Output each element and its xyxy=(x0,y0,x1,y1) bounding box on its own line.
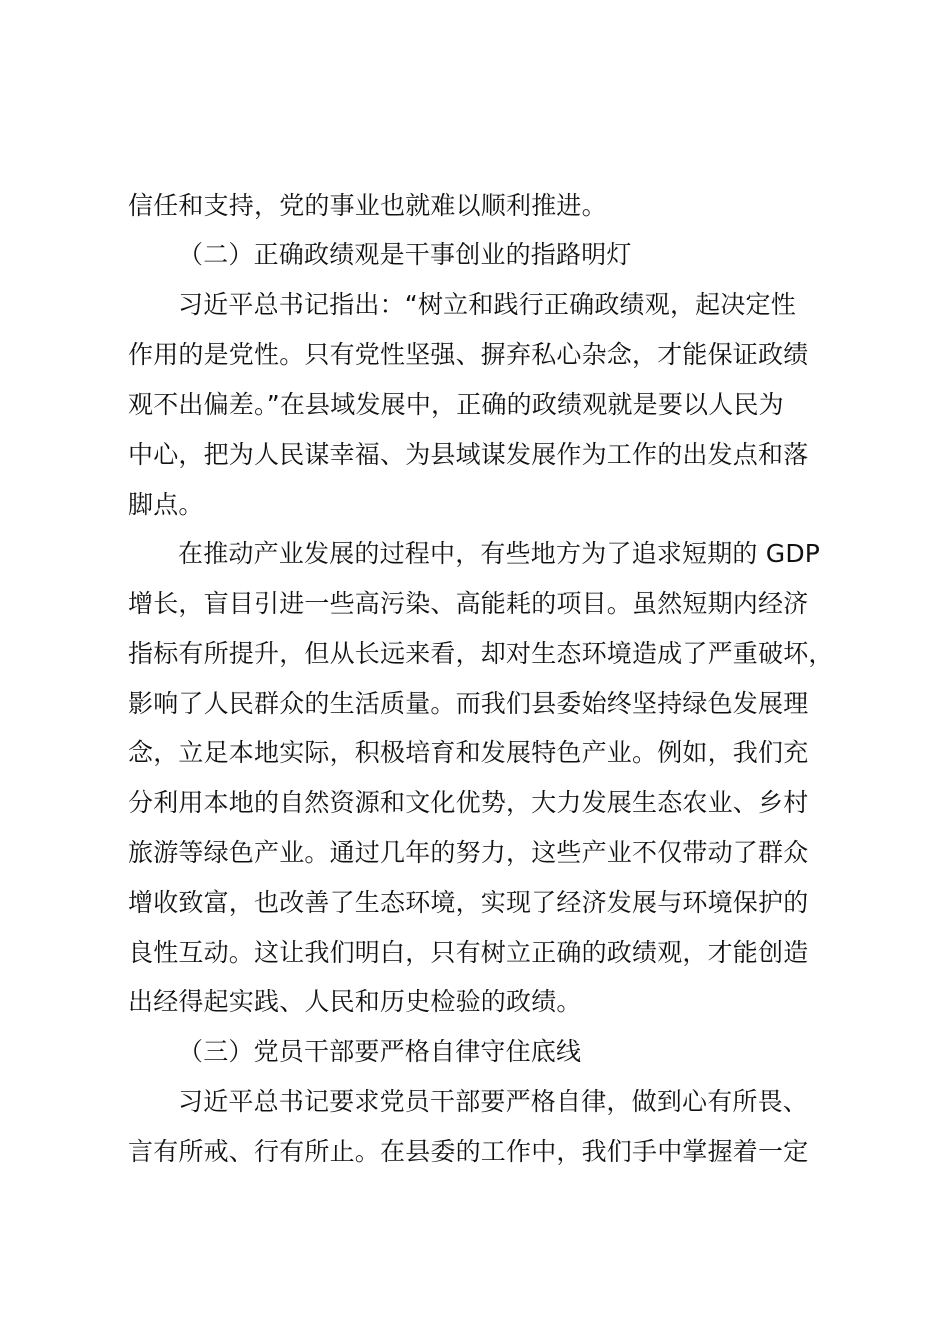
paragraph-line: 习近平总书记要求党员干部要严格自律，做到心有所畏、 xyxy=(178,1087,809,1116)
paragraph-line: 指标有所提升，但从长远来看，却对生态环境造成了严重破坏， xyxy=(128,639,834,668)
paragraph-line: 信任和支持，党的事业也就难以顺利推进。 xyxy=(128,191,607,220)
paragraph-line: 脚点。 xyxy=(128,490,204,519)
paragraph-line: 出经得起实践、人民和历史检验的政绩。 xyxy=(128,987,582,1016)
paragraph-line: 习近平总书记指出：“树立和践行正确政绩观，起决定性 xyxy=(178,290,796,319)
section-heading-2: （二）正确政绩观是干事创业的指路明灯 xyxy=(178,240,632,269)
paragraph-line: 作用的是党性。只有党性坚强、摒弃私心杂念，才能保证政绩 xyxy=(128,340,809,369)
paragraph-line: 分利用本地的自然资源和文化优势，大力发展生态农业、乡村 xyxy=(128,788,809,817)
paragraph-line: 增长，盲目引进一些高污染、高能耗的项目。虽然短期内经济 xyxy=(128,589,809,618)
paragraph-line: 观不出偏差。”在县域发展中，正确的政绩观就是要以人民为 xyxy=(128,390,784,419)
paragraph-line: 中心，把为人民谋幸福、为县域谋发展作为工作的出发点和落 xyxy=(128,440,809,469)
paragraph-line: 在推动产业发展的过程中，有些地方为了追求短期的 GDP xyxy=(178,539,821,568)
section-heading-3: （三）党员干部要严格自律守住底线 xyxy=(178,1037,582,1066)
paragraph-line: 言有所戒、行有所止。在县委的工作中，我们手中掌握着一定 xyxy=(128,1137,809,1166)
paragraph-line: 良性互动。这让我们明白，只有树立正确的政绩观，才能创造 xyxy=(128,938,809,967)
paragraph-line: 念，立足本地实际，积极培育和发展特色产业。例如，我们充 xyxy=(128,738,809,767)
paragraph-line: 增收致富，也改善了生态环境，实现了经济发展与环境保护的 xyxy=(128,888,809,917)
paragraph-line: 影响了人民群众的生活质量。而我们县委始终坚持绿色发展理 xyxy=(128,689,809,718)
paragraph-line: 旅游等绿色产业。通过几年的努力，这些产业不仅带动了群众 xyxy=(128,838,809,867)
